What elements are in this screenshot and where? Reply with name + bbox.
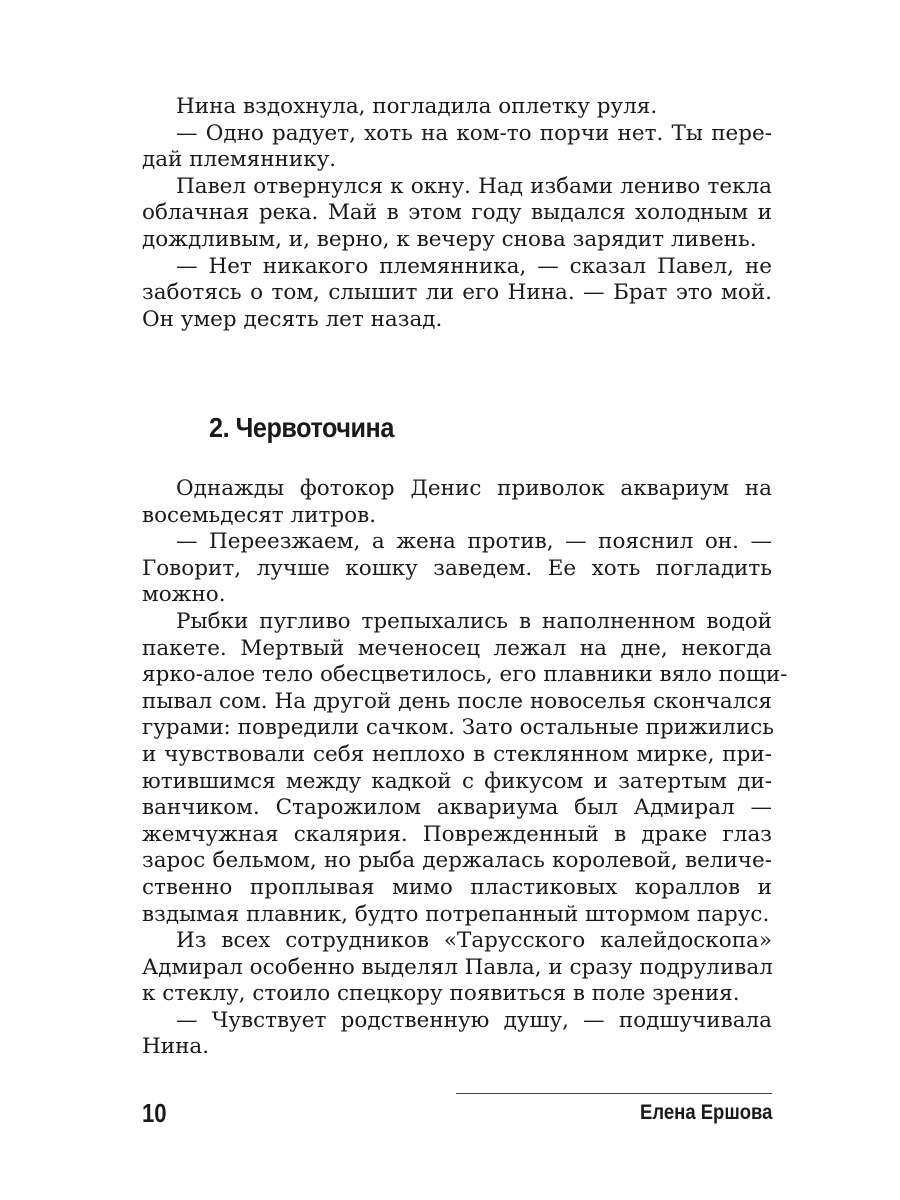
text-line: облачная река. Май в этом году выдался холодным и [142,200,772,226]
text-line: ютившимся между кадкой с фикусом и затертым ди- [142,768,772,794]
text-line: Нина. [142,1034,210,1060]
footer-rule [456,1093,772,1094]
text-block-previous-chapter-end [142,94,772,333]
text-line: — Переезжаем, а жена против, — пояснил он. — [176,529,772,555]
text-line: Павел отвернулся к окну. Над избами лениво текла [176,173,772,199]
page-number: 10 [142,1098,167,1128]
text-line: пывал сом. На другой день после новоселья скончался [142,688,772,714]
running-footer-author: Елена Ершова [639,1101,772,1124]
text-line: Из всех сотрудников «Тарусского калейдоскопа» [176,928,772,954]
text-line: вздымая плавник, будто потрепанный штормом парус. [142,901,770,927]
text-line: дай племяннику. [142,147,337,173]
chapter-title: 2. Червоточина [209,412,394,443]
text-line: Нина вздохнула, погладила оплетку руля. [176,94,658,119]
text-block-chapter-body [142,476,788,1061]
text-line: гурами: повредили сачком. Зато остальные прижились [142,715,774,741]
text-line: ярко-алое тело обесцветилось, его плавники вяло пощи- [142,662,788,688]
text-line: дождливым, и, верно, к вечеру снова зарядит ливень. [142,226,757,252]
text-line: — Нет никакого племянника, — сказал Павел, не [176,253,772,279]
text-line: пакете. Мертвый меченосец лежал на дне, некогда [142,635,772,661]
text-line: Однажды фотокор Денис приволок аквариум на [176,476,772,501]
text-line: Рыбки пугливо трепыхались в наполненном водой [176,608,772,634]
text-line: Говорит, лучше кошку заведем. Ее хоть погладить [142,555,772,581]
text-line: восемьдесят литров. [142,502,377,528]
text-line: Он умер десять лет назад. [142,306,443,332]
text-line: ственно проплывая мимо пластиковых кораллов и [142,874,772,900]
text-line: жемчужная скалярия. Поврежденный в драке глаз [142,821,772,847]
text-line: заботясь о том, слышит ли его Нина. — Брат это мой. [142,280,772,306]
text-line: к стеклу, стоило спецкору появиться в поле зрения. [142,981,740,1007]
text-line: можно. [142,582,226,608]
text-line: — Чувствует родственную душу, — подшучивала [176,1007,772,1033]
text-line: зарос бельмом, но рыба держалась королевой, величе- [142,848,772,874]
text-line: ванчиком. Старожилом аквариума был Адмирал — [142,795,772,821]
text-line: Адмирал особенно выделял Павла, и сразу подруливал [142,954,773,980]
text-line: и чувствовали себя неплохо в стеклянном мирке, при- [142,741,772,767]
text-line: — Одно радует, хоть на ком-то порчи нет. Ты пере- [176,120,772,146]
